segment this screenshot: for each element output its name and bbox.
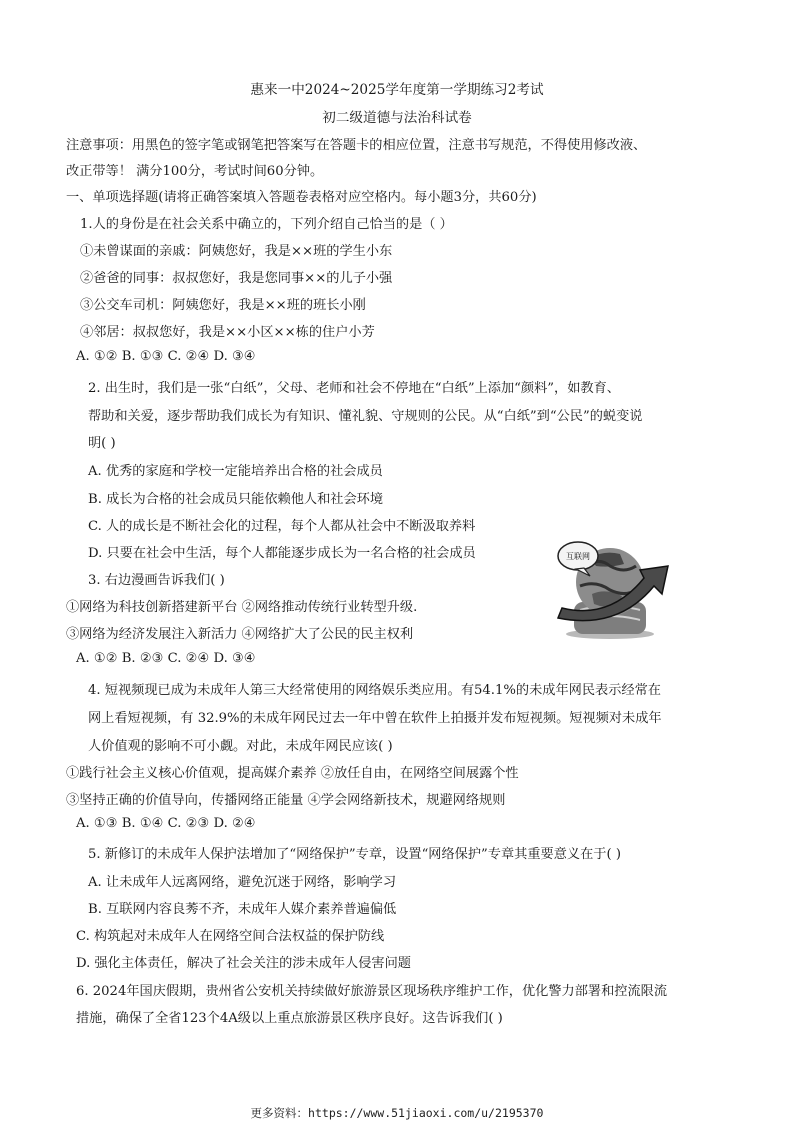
question-3-stem: 3. 右边漫画告诉我们( )	[88, 573, 225, 588]
question-6-stem: 6. 2024年国庆假期，贵州省公安机关持续做好旅游景区现场秩序维护工作，优化警力部署和控流限流	[76, 984, 668, 999]
question-3-options: A. ①② B. ②③ C. ②④ D. ③④	[76, 651, 256, 666]
question-2-option: D. 只要在社会中生活，每个人都能逐步成长为一名合格的社会成员	[88, 546, 476, 561]
question-4-stem: 网上看短视频，有 32.9%的未成年网民过去一年中曾在软件上拍摄并发布短视频。短视频对未成年	[88, 711, 662, 726]
footer-label: 更多资料：	[250, 1106, 309, 1120]
question-2-option: A. 优秀的家庭和学校一定能培养出合格的社会成员	[88, 464, 383, 479]
question-1-options: A. ①② B. ①③ C. ②④ D. ③④	[76, 349, 256, 364]
question-1-item: ②爸爸的同事：叔叔您好，我是您同事××的儿子小强	[80, 271, 393, 286]
footer	[0, 1105, 794, 1121]
exam-subtitle: 初二级道德与法治科试卷	[322, 110, 472, 126]
question-5-stem: 5. 新修订的未成年人保护法增加了“网络保护”专章，设置“网络保护”专章其重要意义在于( )	[88, 847, 621, 862]
cartoon-caption: 互联网	[566, 552, 590, 561]
question-6-stem: 措施，确保了全省123个4A级以上重点旅游景区秩序良好。这告诉我们( )	[76, 1011, 503, 1026]
internet-cartoon-image	[540, 538, 690, 640]
question-4-options: A. ①③ B. ①④ C. ②③ D. ②④	[76, 816, 256, 831]
section-heading: 一、单项选择题(请将正确答案填入答题卷表格对应空格内。每小题3分，共60分)	[66, 190, 537, 205]
question-4-item: ③坚持正确的价值导向，传播网络正能量 ④学会网络新技术，规避网络规则	[66, 793, 506, 808]
question-4-item: ①践行社会主义核心价值观，提高媒介素养 ②放任自由，在网络空间展露个性	[66, 766, 519, 781]
question-1-stem: 1.人的身份是在社会关系中确立的，下列介绍自己恰当的是（ ）	[80, 217, 453, 232]
footer-link[interactable]: https://www.51jiaoxi.com/u/2195370	[308, 1106, 544, 1120]
question-2-stem: 2. 出生时，我们是一张“白纸”，父母、老师和社会不停地在“白纸”上添加“颜料”，如教育、	[88, 381, 620, 396]
question-5-option: B. 互联网内容良莠不齐，未成年人媒介素养普遍偏低	[88, 902, 397, 917]
exam-title: 惠来一中2024~2025学年度第一学期练习2考试	[250, 82, 544, 98]
question-1-item: ④邻居：叔叔您好，我是××小区××栋的住户小芳	[80, 325, 375, 340]
notice-line-1: 注意事项：用黑色的签字笔或钢笔把答案写在答题卡的相应位置，注意书写规范，不得使用修改液、	[66, 138, 647, 153]
question-4-stem: 人价值观的影响不可小觑。对此，未成年网民应该( )	[88, 739, 393, 754]
question-5-option: D. 强化主体责任，解决了社会关注的涉未成年人侵害问题	[76, 956, 411, 971]
question-5-option: C. 构筑起对未成年人在网络空间合法权益的保护防线	[76, 929, 385, 944]
question-2-stem: 帮助和关爱，逐步帮助我们成长为有知识、懂礼貌、守规则的公民。从“白纸”到“公民”的蜕变说	[88, 409, 643, 424]
question-5-option: A. 让未成年人远离网络，避免沉迷于网络，影响学习	[88, 875, 397, 890]
question-2-option: B. 成长为合格的社会成员只能依赖他人和社会环境	[88, 492, 384, 507]
question-2-option: C. 人的成长是不断社会化的过程，每个人都从社会中不断汲取养料	[88, 519, 476, 534]
question-1-item: ③公交车司机：阿姨您好，我是××班的班长小刚	[80, 298, 366, 313]
question-2-stem: 明( )	[88, 436, 116, 451]
question-3-item: ①网络为科技创新搭建新平台 ②网络推动传统行业转型升级.	[66, 600, 418, 615]
notice-line-2: 改正带等！ 满分100分，考试时间60分钟。	[66, 164, 324, 179]
question-3-item: ③网络为经济发展注入新活力 ④网络扩大了公民的民主权利	[66, 627, 414, 642]
question-1-item: ①未曾谋面的亲戚：阿姨您好，我是××班的学生小东	[80, 244, 393, 259]
question-4-stem: 4. 短视频现已成为未成年人第三大经常使用的网络娱乐类应用。有54.1%的未成年网民表示经常在	[88, 683, 661, 698]
